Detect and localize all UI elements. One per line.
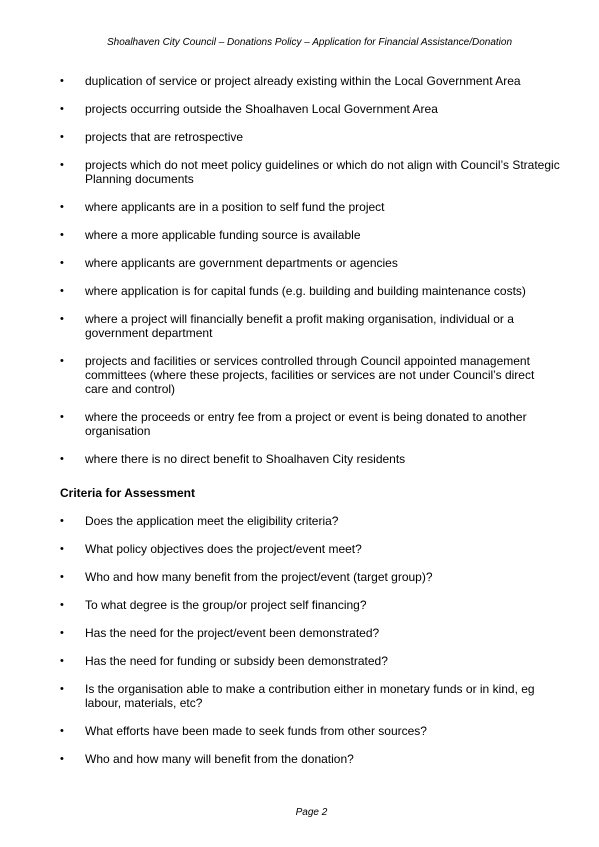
- list-item-text: duplication of service or project already existing within the Local Government Area: [85, 74, 521, 88]
- bullet: •: [60, 453, 64, 465]
- bullet: •: [60, 201, 64, 213]
- header-text: Shoalhaven City Council – Donations Policy – Application for Financial Assistance/Donation: [106, 37, 513, 48]
- list-item-text: Has the need for funding or subsidy been demonstrated?: [85, 654, 388, 668]
- list-item: [60, 130, 560, 144]
- list-item-text: Does the application meet the eligibility criteria?: [85, 514, 339, 528]
- list-item-text: where the proceeds or entry fee from a project or event is being donated to another organisation: [85, 410, 527, 438]
- list-item: [60, 626, 560, 640]
- bullet: •: [60, 355, 64, 367]
- bullet: •: [60, 515, 64, 527]
- list-item: [60, 654, 560, 668]
- bullet: •: [60, 257, 64, 269]
- bullet: •: [60, 753, 64, 765]
- list-item-text: What policy objectives does the project/event meet?: [85, 542, 362, 556]
- bullet: •: [60, 103, 64, 115]
- bullet: •: [60, 313, 64, 325]
- assessment-criteria-list: [60, 514, 560, 780]
- list-item-text: Who and how many will benefit from the donation?: [85, 752, 354, 766]
- list-item: [60, 514, 560, 528]
- list-item: [60, 570, 560, 584]
- list-item-text: To what degree is the group/or project self financing?: [85, 598, 367, 612]
- bullet: •: [60, 655, 64, 667]
- list-item-text: where applicants are in a position to self fund the project: [85, 200, 385, 214]
- list-item-text: where there is no direct benefit to Shoalhaven City residents: [85, 452, 406, 466]
- bullet: •: [60, 599, 64, 611]
- list-item-text: where a more applicable funding source is available: [85, 228, 361, 242]
- list-item: [60, 228, 560, 242]
- bullet: •: [60, 543, 64, 555]
- bullet: •: [60, 285, 64, 297]
- list-item-text: Is the organisation able to make a contribution either in monetary funds or in kind, eg labour, materials, etc?: [85, 682, 535, 710]
- list-item-text: Who and how many benefit from the project/event (target group)?: [85, 570, 433, 584]
- bullet: •: [60, 627, 64, 639]
- list-item: [60, 452, 560, 466]
- list-item-text: What efforts have been made to seek funds from other sources?: [85, 724, 427, 738]
- bullet: •: [60, 683, 64, 695]
- list-item: [60, 102, 560, 116]
- page-footer: [0, 807, 599, 819]
- bullet: •: [60, 411, 64, 423]
- page-header: [0, 37, 599, 49]
- bullet: •: [60, 159, 64, 171]
- bullet: •: [60, 131, 64, 143]
- list-item: [60, 542, 560, 556]
- list-item: [60, 158, 560, 186]
- bullet: •: [60, 725, 64, 737]
- list-item-text: where application is for capital funds (e.g. building and building maintenance costs): [85, 284, 526, 298]
- list-item: [60, 256, 560, 270]
- list-item: [60, 200, 560, 214]
- list-item: [60, 752, 560, 766]
- page-number: Page 2: [295, 807, 328, 818]
- ineligible-items-list: [60, 74, 560, 480]
- list-item: [60, 312, 560, 340]
- list-item: [60, 410, 560, 438]
- list-item-text: projects occurring outside the Shoalhaven Local Government Area: [85, 102, 438, 116]
- list-item: [60, 284, 560, 298]
- list-item: [60, 724, 560, 738]
- list-item: [60, 74, 560, 88]
- list-item: [60, 354, 560, 396]
- list-item-text: projects and facilities or services controlled through Council appointed management committees (where these projects, facilities or services are not under Council’s direct care and control): [85, 354, 535, 396]
- list-item: [60, 598, 560, 612]
- bullet: •: [60, 75, 64, 87]
- bullet: •: [60, 229, 64, 241]
- list-item-text: projects that are retrospective: [85, 130, 244, 144]
- list-item-text: where a project will financially benefit a profit making organisation, individual or a government department: [85, 312, 514, 340]
- list-item-text: Has the need for the project/event been demonstrated?: [85, 626, 380, 640]
- bullet: •: [60, 571, 64, 583]
- list-item-text: projects which do not meet policy guidelines or which do not align with Council’s Strategic Planning documents: [85, 158, 560, 186]
- list-item-text: where applicants are government departments or agencies: [85, 256, 398, 270]
- list-item: [60, 682, 560, 710]
- section-heading: Criteria for Assessment: [60, 486, 195, 500]
